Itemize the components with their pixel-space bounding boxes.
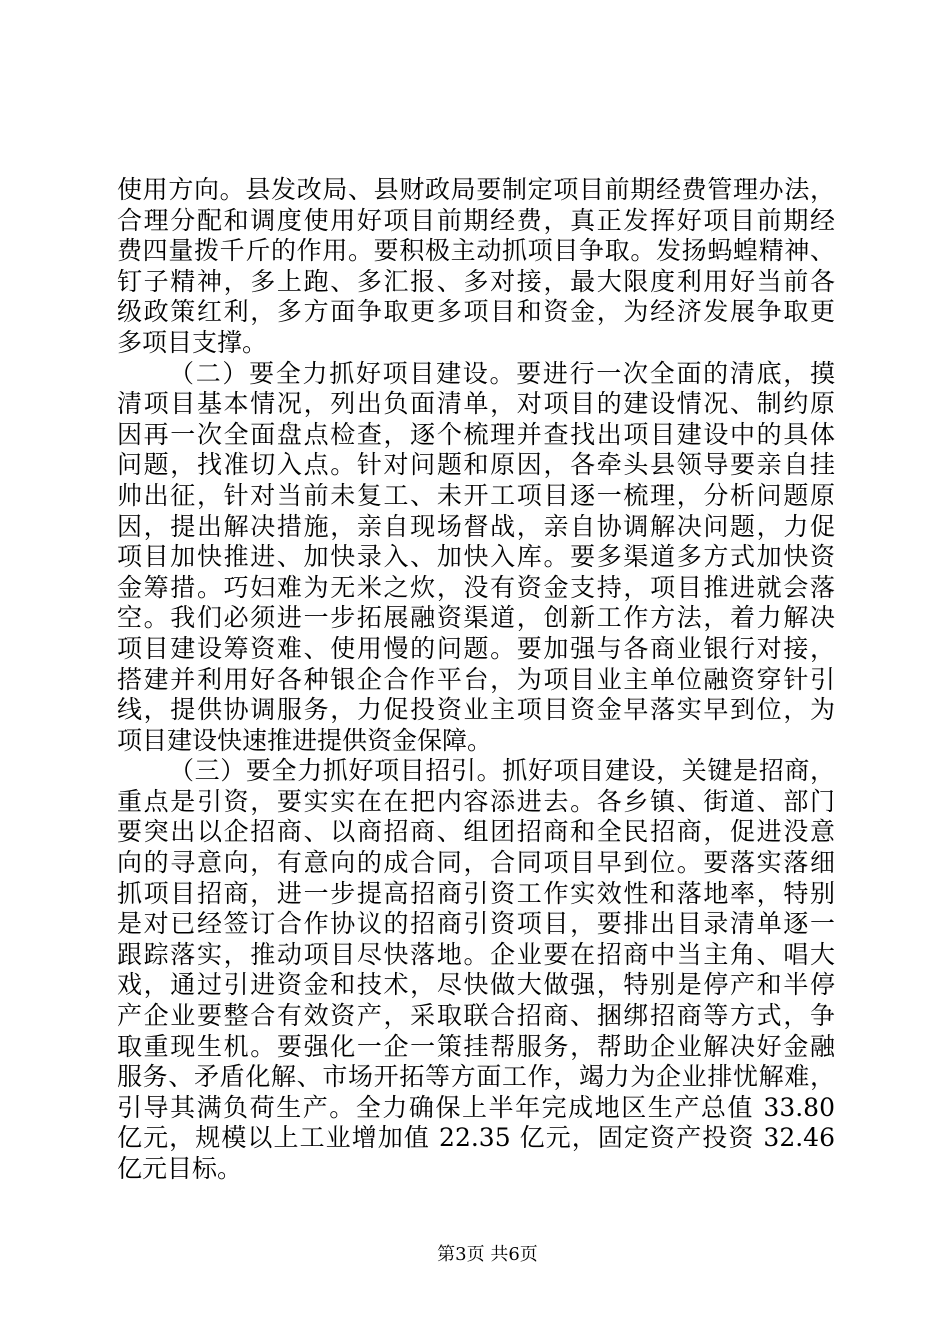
text-line: 清项目基本情况，列出负面清单，对项目的建设情况、制约原 bbox=[117, 389, 835, 419]
text-line: 项目建设筹资难、使用慢的问题。要加强与各商业银行对接， bbox=[117, 633, 835, 663]
text-line: 搭建并利用好各种银企合作平台，为项目业主单位融资穿针引 bbox=[117, 664, 835, 694]
text-line: 亿元，规模以上工业增加值 22.35 亿元，固定资产投资 32.46 bbox=[117, 1123, 835, 1153]
paragraph-section-3 bbox=[117, 756, 835, 1184]
text-line: 向的寻意向，有意向的成合同，合同项目早到位。要落实落细 bbox=[117, 848, 835, 878]
text-line: 产企业要整合有效资产，采取联合招商、捆绑招商等方式，争 bbox=[117, 1001, 835, 1031]
page-number: 第3页 共6页 bbox=[437, 1244, 538, 1265]
section-heading-line: （二）要全力抓好项目建设。要进行一次全面的清底，摸 bbox=[169, 358, 835, 388]
text-line: 空。我们必须进一步拓展融资渠道，创新工作方法，着力解决 bbox=[117, 603, 835, 633]
text-line: 抓项目招商，进一步提高招商引资工作实效性和落地率，特别 bbox=[117, 878, 835, 908]
text-line: 线，提供协调服务，力促投资业主项目资金早落实早到位，为 bbox=[117, 695, 835, 725]
text-line: 项目建设快速推进提供资金保障。 bbox=[117, 725, 493, 755]
text-line: 帅出征，针对当前未复工、未开工项目逐一梳理，分析问题原 bbox=[117, 480, 835, 510]
text-line: 亿元目标。 bbox=[117, 1154, 243, 1183]
section-heading-line: （三）要全力抓好项目招引。抓好项目建设，关键是招商， bbox=[169, 756, 835, 786]
text-line: 是对已经签订合作协议的招商引资项目，要排出目录清单逐一 bbox=[117, 909, 835, 939]
text-line: 费四量拨千斤的作用。要积极主动抓项目争取。发扬蚂蝗精神、 bbox=[117, 236, 835, 266]
paragraph-section-2 bbox=[117, 359, 835, 757]
text-line: 因再一次全面盘点检查，逐个梳理并查找出项目建设中的具体 bbox=[117, 419, 835, 449]
text-line: 跟踪落实，推动项目尽快落地。企业要在招商中当主角、唱大 bbox=[117, 939, 835, 969]
text-line: 取重现生机。要强化一企一策挂帮服务，帮助企业解决好金融 bbox=[117, 1031, 835, 1061]
document-body bbox=[117, 175, 835, 1185]
text-line: 级政策红利，多方面争取更多项目和资金，为经济发展争取更 bbox=[117, 297, 835, 327]
text-line: 问题，找准切入点。针对问题和原因，各牵头县领导要亲自挂 bbox=[117, 450, 835, 480]
text-line: 使用方向。县发改局、县财政局要制定项目前期经费管理办法， bbox=[117, 175, 835, 204]
text-line: 金筹措。巧妇难为无米之炊，没有资金支持，项目推进就会落 bbox=[117, 572, 835, 602]
text-line: 要突出以企招商、以商招商、组团招商和全民招商，促进没意 bbox=[117, 817, 835, 847]
text-line: 项目加快推进、加快录入、加快入库。要多渠道多方式加快资 bbox=[117, 542, 835, 572]
text-line: 服务、矛盾化解、市场开拓等方面工作，竭力为企业排忧解难， bbox=[117, 1062, 835, 1092]
paragraph-continuation bbox=[117, 175, 835, 359]
text-line: 重点是引资，要实实在在把内容添进去。各乡镇、街道、部门 bbox=[117, 786, 835, 816]
text-line: 合理分配和调度使用好项目前期经费，真正发挥好项目前期经 bbox=[117, 205, 835, 235]
text-line: 多项目支撑。 bbox=[117, 327, 268, 357]
text-line: 引导其满负荷生产。全力确保上半年完成地区生产总值 33.80 bbox=[117, 1092, 835, 1122]
text-line: 因，提出解决措施，亲自现场督战，亲自协调解决问题，力促 bbox=[117, 511, 835, 541]
text-line: 钉子精神，多上跑、多汇报、多对接，最大限度利用好当前各 bbox=[117, 266, 835, 296]
text-line: 戏，通过引进资金和技术，尽快做大做强，特别是停产和半停 bbox=[117, 970, 835, 1000]
